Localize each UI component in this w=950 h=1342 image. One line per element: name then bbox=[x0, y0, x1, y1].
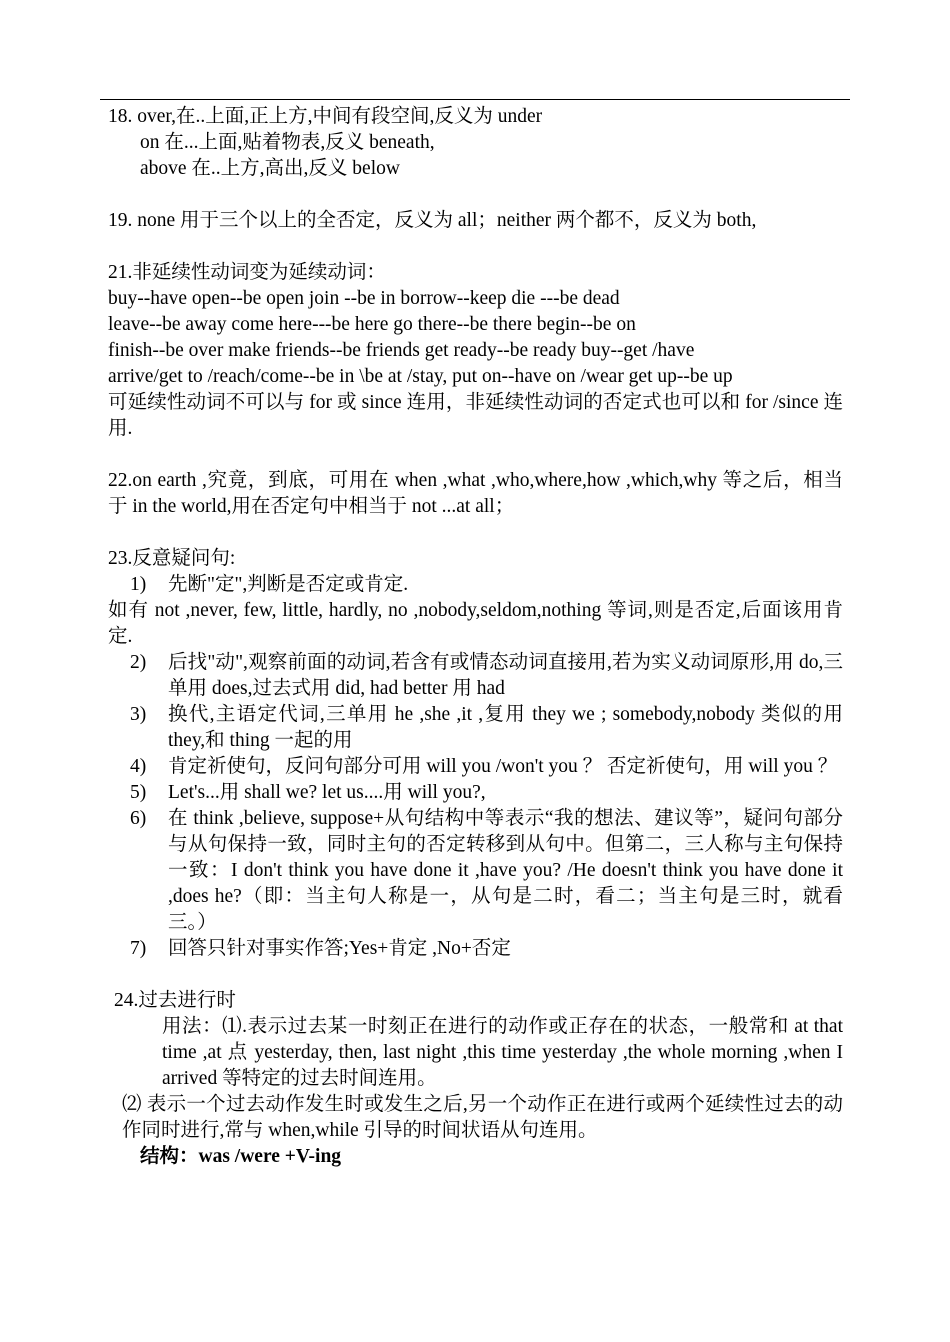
list-item-number: 4) bbox=[130, 756, 147, 777]
section-22-text: 22.on earth ,究竟，到底，可用在 when ,what ,who,where,how ,which,why 等之后，相当于 in the world,用在否定句中相当于 not ...at all； bbox=[108, 470, 843, 517]
list-item-number: 7) bbox=[130, 938, 147, 959]
list-item bbox=[108, 780, 843, 806]
tag-question-rules-list bbox=[108, 572, 843, 598]
section-18-line-above: above 在..上方,高出,反义 below bbox=[140, 158, 400, 179]
section-24-structure: 结构：was /were +V-ing bbox=[140, 1146, 342, 1167]
list-item-text: 在 think ,believe, suppose+从句结构中等表示“我的想法、建议等”，疑问句部分与从句保持一致，同时主句的否定转移到从句中。但第二，三人称与主句保持一致：I don't think you have done it ,have you? /He doesn't think you have done it ,does he?（即：当主句人称是一，从句是二时，看二；当主句是三时，就看三。） bbox=[168, 808, 843, 933]
list-item-text: 肯定祈使句，反问句部分可用 will you /won't you ？ 否定祈使句，用 will you ？ bbox=[168, 756, 838, 777]
document-body bbox=[108, 104, 843, 1170]
list-item bbox=[108, 650, 843, 702]
list-item-text: 回答只针对事实作答;Yes+肯定 ,No+否定 bbox=[168, 938, 511, 959]
section-21-note: 可延续性动词不可以与 for 或 since 连用，非延续性动词的否定式也可以和 for /since 连用. bbox=[108, 392, 843, 439]
section-18 bbox=[108, 104, 843, 182]
section-21 bbox=[108, 260, 843, 442]
section-19-text: 19. none 用于三个以上的全否定，反义为 all；neither 两个都不，反义为 both, bbox=[108, 210, 757, 231]
section-23-note: 如有 not ,never, few, little, hardly, no ,nobody,seldom,nothing 等词,则是否定,后面该用肯定. bbox=[108, 600, 843, 647]
list-item bbox=[108, 806, 843, 936]
section-24 bbox=[114, 988, 843, 1170]
list-item-text: 先断"定",判断是否定或肯定. bbox=[168, 574, 409, 595]
list-item-number: 6) bbox=[130, 808, 147, 829]
header-rule bbox=[100, 99, 850, 100]
section-24-title: 24.过去进行时 bbox=[114, 990, 236, 1011]
verb-pairs-line: finish--be over make friends--be friends get ready--be ready buy--get /have bbox=[108, 340, 695, 361]
verb-pairs-line: leave--be away come here---be here go there--be there begin--be on bbox=[108, 314, 636, 335]
list-item-number: 2) bbox=[130, 652, 147, 673]
section-21-title: 21.非延续性动词变为延续动词： bbox=[108, 262, 386, 283]
section-24-usage-1: 用法：⑴.表示过去某一时刻正在进行的动作或正存在的状态，一般常和 at that time ,at 点 yesterday, then, last night ,this time yesterday ,the whole morning ,when I arrived 等特定的过去时间连用。 bbox=[162, 1016, 843, 1089]
list-item bbox=[108, 702, 843, 754]
list-item-number: 5) bbox=[130, 782, 147, 803]
list-item-text: Let's...用 shall we? let us....用 will you?, bbox=[168, 782, 486, 803]
section-24-usage-2: ⑵ 表示一个过去动作发生时或发生之后,另一个动作正在进行或两个延续性过去的动作同时进行,常与 when,while 引导的时间状语从句连用。 bbox=[122, 1094, 843, 1141]
section-18-line-over: 18. over,在..上面,正上方,中间有段空间,反义为 under bbox=[108, 106, 543, 127]
list-item bbox=[108, 754, 843, 780]
section-23 bbox=[108, 546, 843, 962]
list-item bbox=[108, 936, 843, 962]
list-item-number: 3) bbox=[130, 704, 147, 725]
section-22 bbox=[108, 468, 843, 520]
list-item-number: 1) bbox=[130, 574, 147, 595]
verb-pairs-line: arrive/get to /reach/come--be in \be at /stay, put on--have on /wear get up--be up bbox=[108, 366, 733, 387]
section-19 bbox=[108, 208, 843, 234]
list-item-text: 后找"动",观察前面的动词,若含有或情态动词直接用,若为实义动词原形,用 do,三单用 does,过去式用 did, had better 用 had bbox=[168, 652, 843, 699]
tag-question-rules-list bbox=[108, 650, 843, 962]
section-23-title: 23.反意疑问句: bbox=[108, 548, 236, 569]
list-item bbox=[108, 572, 843, 598]
list-item-text: 换代,主语定代词,三单用 he ,she ,it ,复用 they we ; somebody,nobody 类似的用 they,和 thing 一起的用 bbox=[168, 704, 843, 751]
verb-pairs-line: buy--have open--be open join --be in borrow--keep die ---be dead bbox=[108, 288, 620, 309]
section-18-line-on: on 在...上面,贴着物表,反义 beneath, bbox=[140, 132, 435, 153]
